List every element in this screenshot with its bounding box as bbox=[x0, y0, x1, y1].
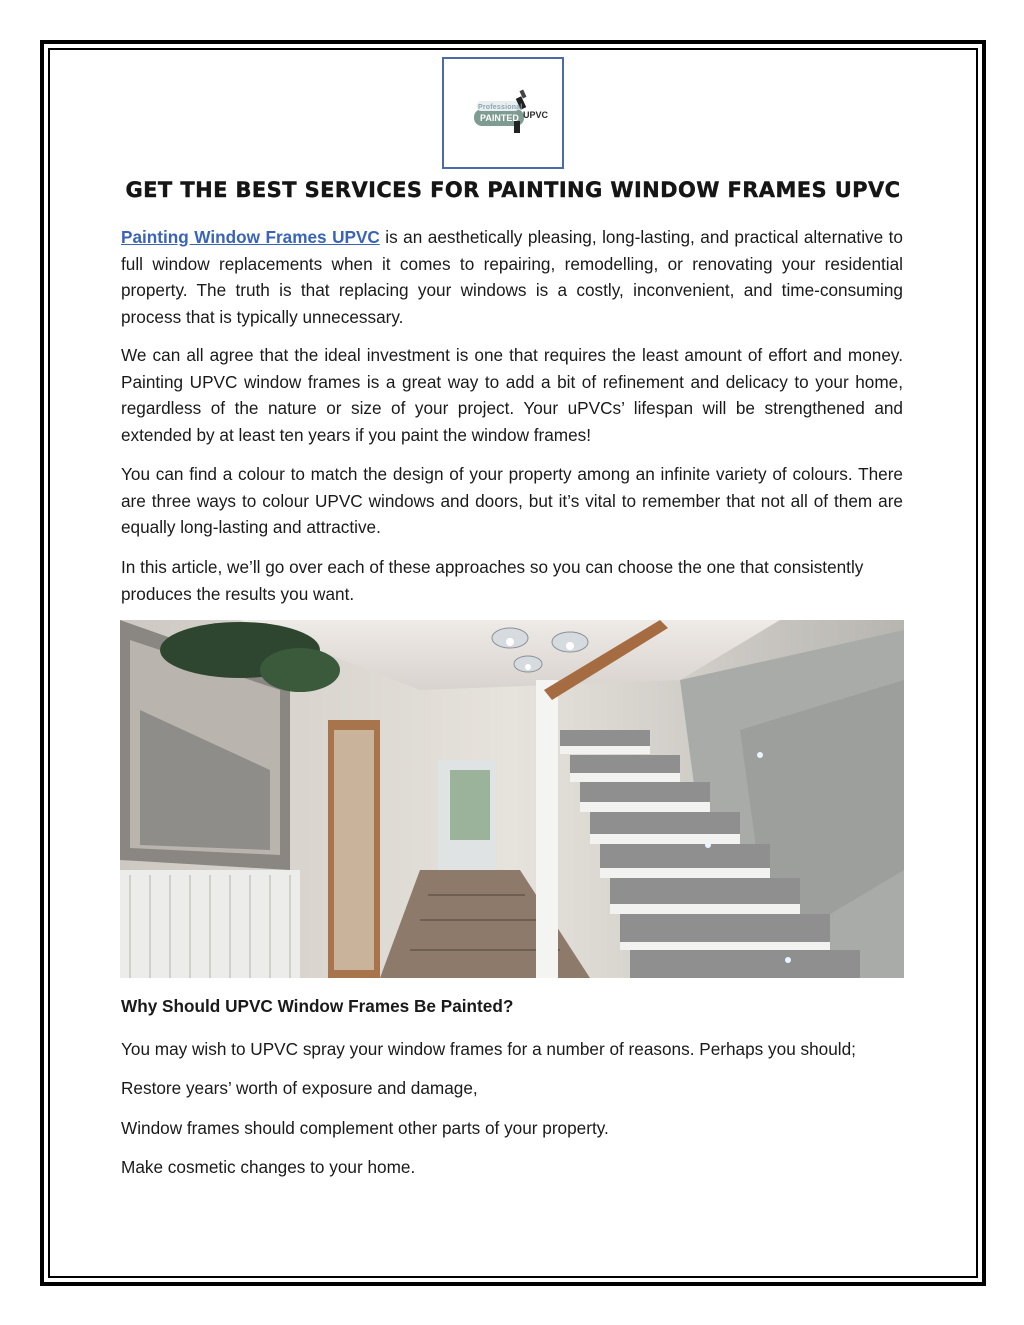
intro-text: is an aesthetically pleasing, long-lasting, and practical alternative to full window replacements when it comes to repairing, remodelling, or renovating your residential property. The truth is that replacing your windows is a costly, inconvenient, and time-consuming process that is typically unnecessary. bbox=[121, 227, 903, 327]
paragraph-approaches: In this article, we’ll go over each of these approaches so you can choose the one that consistently produces the results you want. bbox=[121, 557, 864, 604]
logo-main-text: PAINTED bbox=[480, 113, 519, 123]
painting-window-frames-link[interactable]: Painting Window Frames UPVC bbox=[121, 227, 380, 247]
reasons-intro: You may wish to UPVC spray your window frames for a number of reasons. Perhaps you should; bbox=[121, 1039, 856, 1059]
reason-item: Window frames should complement other parts of your property. bbox=[121, 1118, 609, 1138]
paragraph-colours: You can find a colour to match the design of your property among an infinite variety of colours. There are three ways to colour UPVC windows and doors, but it’s vital to remember that not all of them are equally long-lasting and attractive. bbox=[121, 464, 903, 537]
intro-paragraph bbox=[121, 224, 903, 330]
staircase-photo bbox=[120, 620, 904, 978]
company-logo bbox=[442, 57, 564, 169]
reason-item: Make cosmetic changes to your home. bbox=[121, 1157, 416, 1177]
reason-item: Restore years’ worth of exposure and damage, bbox=[121, 1078, 478, 1098]
logo-top-text: Professional bbox=[478, 104, 523, 111]
page-title: GET THE BEST SERVICES FOR PAINTING WINDOW FRAMES UPVC bbox=[125, 178, 901, 202]
paragraph-investment: We can all agree that the ideal investment is one that requires the least amount of effort and money. Painting UPVC window frames is a great way to add a bit of refinement and delicacy to your home, regardless of the nature or size of your project. Your uPVCs’ lifespan will be strengthened and extended by at least ten years if you paint the window frames! bbox=[121, 345, 903, 445]
logo-suffix-text: UPVC bbox=[523, 110, 549, 120]
section-heading: Why Should UPVC Window Frames Be Painted? bbox=[121, 996, 514, 1016]
